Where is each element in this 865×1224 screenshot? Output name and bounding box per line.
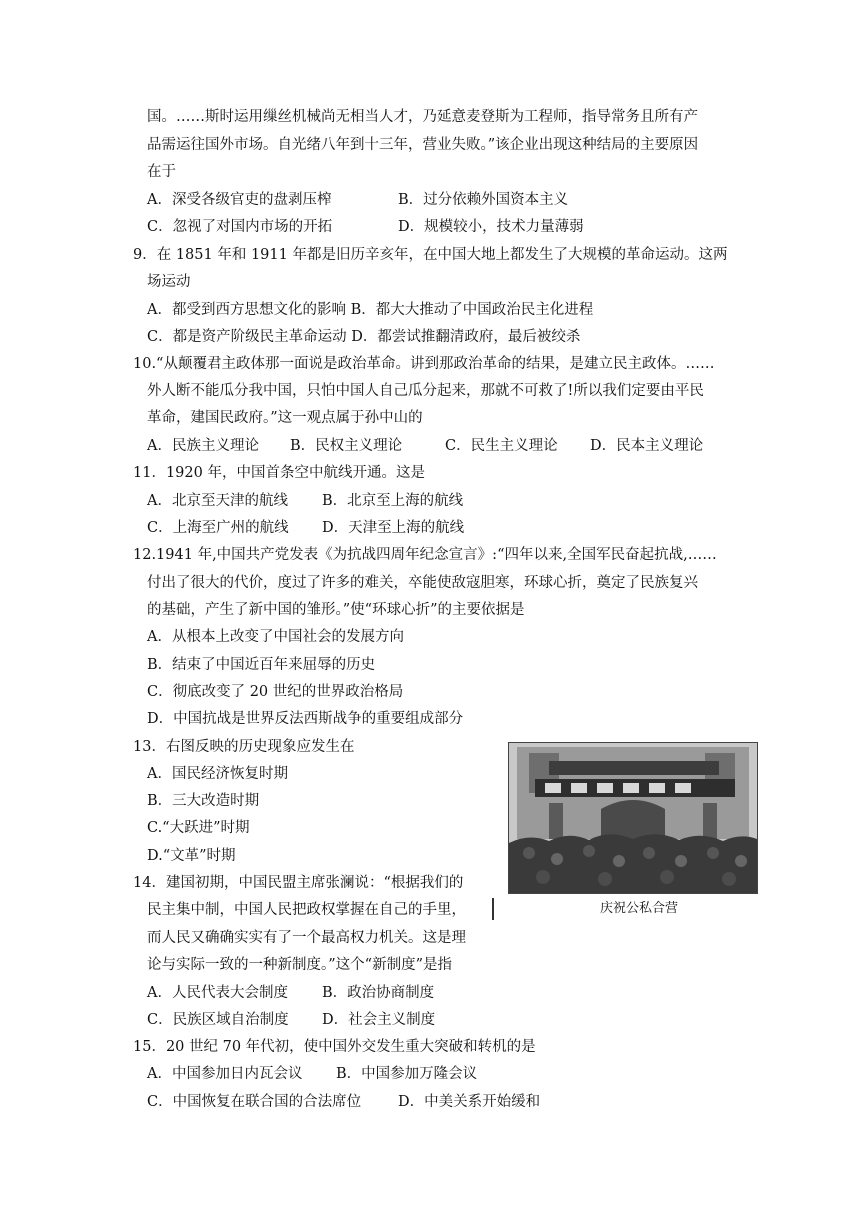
q15-option-d: D．中美关系开始缓和 bbox=[398, 1094, 541, 1110]
q10-option-b: B．民权主义理论 bbox=[290, 438, 403, 454]
q10-option-a: A．民族主义理论 bbox=[147, 438, 259, 454]
q9-stem-line-2: 场运动 bbox=[147, 274, 191, 290]
q12-stem-line-2: 付出了很大的代价，度过了许多的难关，卒能使敌寇胆寒，环球心折，奠定了民族复兴 bbox=[147, 575, 698, 591]
q10-option-c: C．民生主义理论 bbox=[445, 438, 558, 454]
q12-option-a: A．从根本上改变了中国社会的发展方向 bbox=[147, 629, 404, 645]
q12-option-c: C．彻底改变了 20 世纪的世界政治格局 bbox=[147, 684, 404, 700]
q10-option-d: D．民本主义理论 bbox=[590, 438, 704, 454]
q8-option-c: C．忽视了对国内市场的开拓 bbox=[147, 219, 333, 235]
q15-stem: 15．20 世纪 70 年代初，使中国外交发生重大突破和转机的是 bbox=[133, 1039, 536, 1055]
q8-stem-line-1: 国。……斯时运用缫丝机械尚无相当人才，乃延意麦登斯为工程师，指导常务且所有产 bbox=[147, 109, 698, 125]
q11-option-b: B．北京至上海的航线 bbox=[322, 493, 464, 509]
margin-mark bbox=[492, 898, 494, 920]
q11-option-d: D．天津至上海的航线 bbox=[322, 520, 465, 536]
q8-stem-line-2: 品需运往国外市场。自光绪八年到十三年，营业失败。”该企业出现这种结局的主要原因 bbox=[147, 137, 699, 153]
historical-photo bbox=[508, 742, 758, 894]
q14-option-c: C．民族区域自治制度 bbox=[147, 1012, 289, 1028]
q9-stem-line-1: 9．在 1851 年和 1911 年都是旧历辛亥年，在中国大地上都发生了大规模的革命运动。这两 bbox=[133, 247, 728, 263]
q8-option-a: A．深受各级官吏的盘剥压榨 bbox=[147, 192, 332, 208]
q8-option-d: D．规模较小，技术力量薄弱 bbox=[398, 219, 584, 235]
q13-option-b: B．三大改造时期 bbox=[147, 793, 260, 809]
photo-illustration bbox=[509, 743, 757, 893]
q13-option-d: D.“文革”时期 bbox=[147, 848, 236, 864]
q10-stem-line-2: 外人断不能瓜分我中国，只怕中国人自己瓜分起来，那就不可救了!所以我们定要由平民 bbox=[147, 383, 704, 399]
photo-caption: 庆祝公私合营 bbox=[600, 901, 679, 916]
q10-stem-line-1: 10.“从颠覆君主政体那一面说是政治革命。讲到那政治革命的结果，是建立民主政体。…… bbox=[133, 356, 715, 372]
q14-stem-line-3: 而人民又确确实实有了一个最高权力机关。这是理 bbox=[147, 930, 466, 946]
q8-stem-line-3: 在于 bbox=[147, 164, 176, 180]
q15-option-b: B．中国参加万隆会议 bbox=[336, 1066, 478, 1082]
q13-option-a: A．国民经济恢复时期 bbox=[147, 766, 288, 782]
q15-option-a: A．中国参加日内瓦会议 bbox=[147, 1066, 303, 1082]
q13-option-c: C.“大跃进”时期 bbox=[147, 820, 250, 836]
q13-stem: 13．右图反映的历史现象应发生在 bbox=[133, 739, 355, 755]
q14-option-a: A．人民代表大会制度 bbox=[147, 985, 288, 1001]
q11-stem: 11．1920 年，中国首条空中航线开通。这是 bbox=[133, 465, 425, 481]
q9-options-ab: A．都受到西方思想文化的影响 B．都大大推动了中国政治民主化进程 bbox=[147, 302, 594, 318]
q14-stem-line-2: 民主集中制，中国人民把政权掌握在自己的手里， bbox=[147, 902, 466, 918]
q14-stem-line-1: 14．建国初期，中国民盟主席张澜说：“根据我们的 bbox=[133, 875, 464, 891]
q8-option-b: B．过分依赖外国资本主义 bbox=[398, 192, 569, 208]
q14-option-d: D．社会主义制度 bbox=[322, 1012, 436, 1028]
q14-option-b: B．政治协商制度 bbox=[322, 985, 435, 1001]
q14-stem-line-4: 论与实际一致的一种新制度。”这个“新制度”是指 bbox=[147, 957, 452, 973]
q15-option-c: C．中国恢复在联合国的合法席位 bbox=[147, 1094, 362, 1110]
q12-option-b: B．结束了中国近百年来屈辱的历史 bbox=[147, 657, 376, 673]
q11-option-a: A．北京至天津的航线 bbox=[147, 493, 288, 509]
q12-stem-line-3: 的基础，产生了新中国的雏形。”使“环球心折”的主要依据是 bbox=[147, 602, 525, 618]
q12-stem-line-1: 12.1941 年,中国共产党发表《为抗战四周年纪念宣言》:“四年以来,全国军民奋起抗战,…… bbox=[133, 547, 717, 563]
q9-options-cd: C．都是资产阶级民主革命运动 D．都尝试推翻清政府，最后被绞杀 bbox=[147, 329, 581, 345]
q11-option-c: C．上海至广州的航线 bbox=[147, 520, 289, 536]
q10-stem-line-3: 革命，建国民政府。”这一观点属于孙中山的 bbox=[147, 410, 423, 426]
q12-option-d: D．中国抗战是世界反法西斯战争的重要组成部分 bbox=[147, 711, 464, 727]
